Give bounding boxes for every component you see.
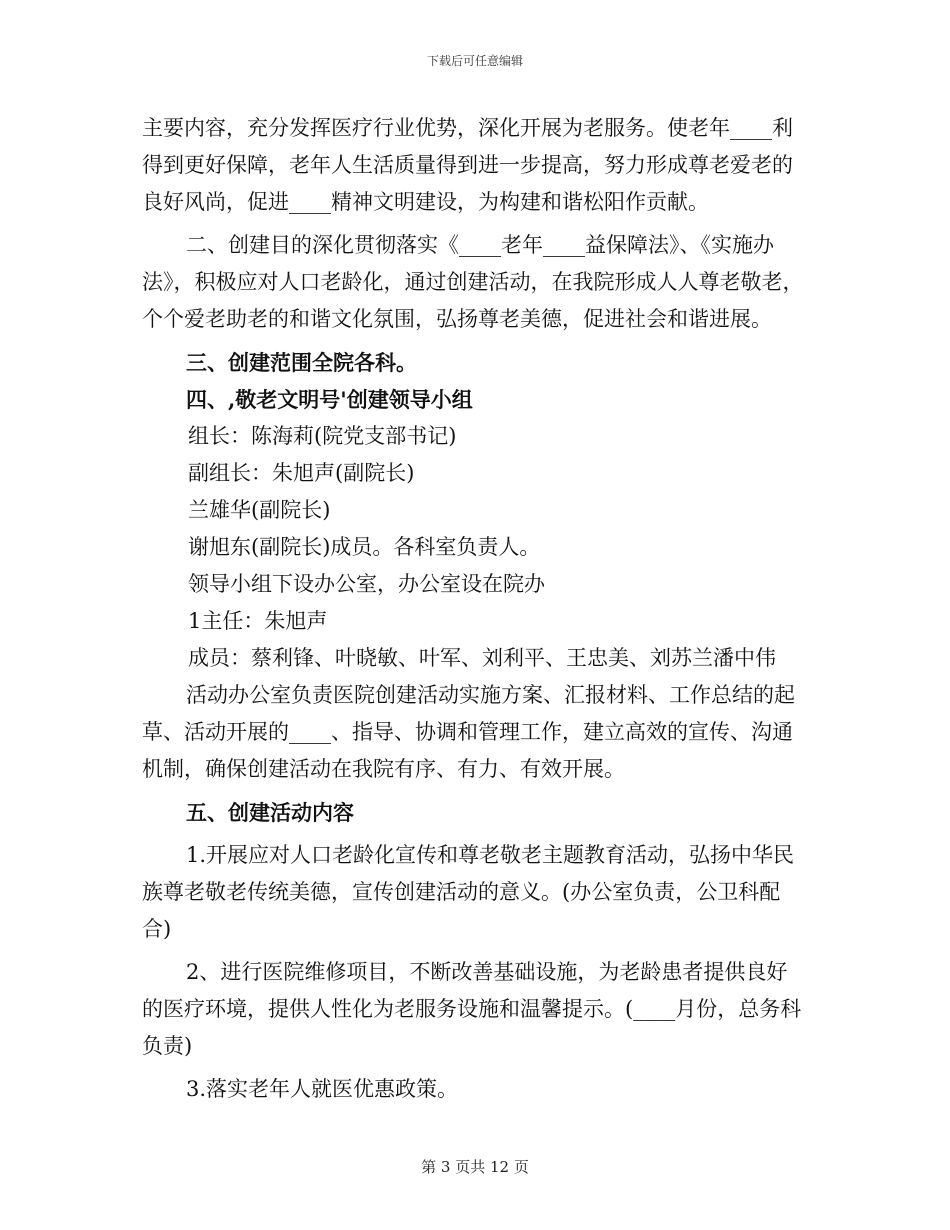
office-setup-line: 领导小组下设办公室，办公室设在院办 bbox=[188, 572, 545, 596]
deputy-leader-line: 副组长：朱旭声(副院长) bbox=[188, 461, 415, 485]
deputy-leader-line-3: 谢旭东(副院长)成员。各科室负责人。 bbox=[188, 535, 541, 559]
section-heading-purpose: 二、创建目的深化贯彻落实《____老年____益保障法》、《实施办法》，积极应对人口老龄化，通过创建活动，在我院形成人人尊老敬老，个个爱老助老的和谐文化氛围，弘扬尊老美德，促进社会和谐进展。 bbox=[142, 233, 804, 331]
section-heading-activities: 五、创建活动内容 bbox=[186, 800, 354, 825]
activity-item-2: 2、进行医院维修项目，不断改善基础设施，为老龄患者提供良好的医疗环境，提供人性化为老服务设施和温馨提示。(____月份，总务科负责) bbox=[142, 960, 802, 1058]
page-number: 第 3 页共 12 页 bbox=[421, 1158, 529, 1176]
paragraph-intro: 主要内容，充分发挥医疗行业优势，深化开展为老服务。使老年____利得到更好保障，老年人生活质量得到进一步提高，努力形成尊老爱老的良好风尚，促进____精神文明建设，为构建和谐松阳作贡献。 bbox=[142, 116, 793, 214]
office-duties-paragraph: 活动办公室负责医院创建活动实施方案、汇报材料、工作总结的起草、活动开展的____、指导、协调和管理工作，建立高效的宣传、沟通机制，确保创建活动在我院有序、有力、有效开展。 bbox=[142, 683, 795, 781]
deputy-leader-line-2: 兰雄华(副院长) bbox=[188, 498, 331, 522]
activity-item-3: 3.落实老年人就医优惠政策。 bbox=[186, 1077, 459, 1101]
activity-item-1: 1.开展应对人口老龄化宣传和尊老敬老主题教育活动，弘扬中华民族尊老敬老传统美德，宣传创建活动的意义。(办公室负责，公卫科配合) bbox=[142, 843, 795, 941]
leader-line: 组长：陈海莉(院党支部书记) bbox=[188, 424, 457, 448]
office-members-line: 成员：蔡利锋、叶晓敏、叶军、刘利平、王忠美、刘苏兰潘中伟 bbox=[188, 646, 776, 670]
document-body bbox=[142, 110, 808, 1108]
section-heading-leadership: 四、,敬老文明号'创建领导小组 bbox=[186, 387, 473, 412]
office-director-line: 1主任：朱旭声 bbox=[188, 609, 328, 633]
page-header: 下载后可任意编辑 bbox=[426, 54, 523, 68]
section-heading-scope: 三、创建范围全院各科。 bbox=[186, 350, 417, 375]
